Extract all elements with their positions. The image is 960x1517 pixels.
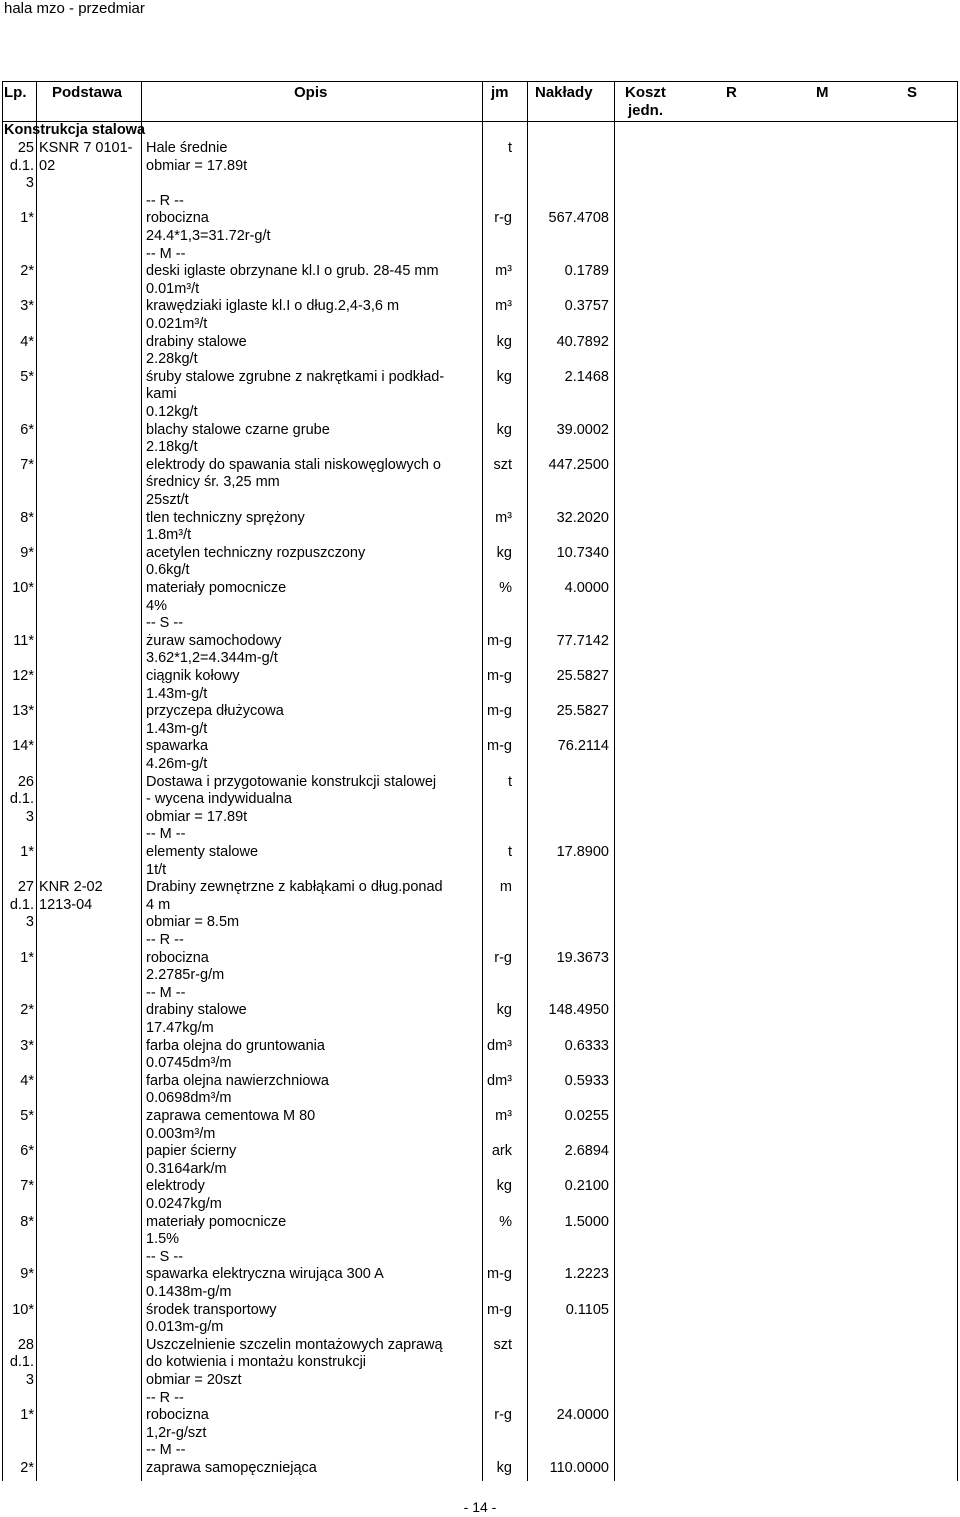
row-opis: 25szt/t [146, 492, 189, 508]
row-jm: m³ [495, 298, 512, 315]
row-opis: 0.6kg/t [146, 562, 190, 579]
row-lp: 1* [20, 949, 34, 966]
row-opis: drabiny stalowe [146, 333, 247, 350]
row-lp: d.1. [9, 1354, 34, 1371]
row-opis: środek transportowy [146, 1301, 277, 1318]
row-lp: 5* [20, 1108, 34, 1124]
column-border [527, 81, 528, 1481]
row-opis: 0.01m³/t [146, 280, 200, 297]
row-opis: -- S -- [146, 615, 184, 632]
row-opis: 0.021m³/t [146, 316, 208, 332]
row-opis: -- R -- [146, 192, 184, 209]
row-opis: żuraw samochodowy [146, 632, 282, 649]
row-opis: średnicy śr. 3,25 mm [146, 474, 280, 491]
row-naklady: 40.7892 [556, 333, 609, 350]
row-naklady: 76.2114 [557, 738, 609, 755]
row-opis: robocizna [146, 210, 209, 227]
row-lp: 8* [20, 509, 34, 526]
row-naklady: 0.3757 [564, 298, 609, 315]
header-podstawa: Podstawa [52, 84, 123, 101]
row-jm: kg [496, 1178, 512, 1195]
row-lp: 3 [25, 808, 34, 825]
row-lp: 1* [20, 210, 34, 227]
row-opis: 0.0247kg/m [146, 1196, 222, 1212]
row-naklady: 25.5827 [556, 703, 609, 720]
row-opis: 24.4*1,3=31.72r-g/t [146, 228, 271, 244]
row-jm: kg [496, 1002, 512, 1019]
column-border [482, 81, 483, 1481]
row-lp: 7* [20, 1178, 34, 1195]
row-opis: 4.26m-g/t [146, 756, 208, 772]
row-jm: r-g [494, 210, 512, 227]
row-lp: 5* [20, 368, 34, 385]
row-jm: % [499, 580, 512, 596]
row-opis: elementy stalowe [146, 844, 259, 860]
row-opis: spawarka elektryczna wirująca 300 A [146, 1266, 384, 1283]
row-opis: elektrody do spawania stali niskowęglowych o [146, 456, 441, 473]
row-lp: 14* [12, 738, 34, 755]
row-naklady: 1.2223 [564, 1266, 609, 1283]
row-naklady: 2.6894 [564, 1143, 609, 1160]
row-lp: 13* [12, 703, 34, 720]
row-naklady: 567.4708 [548, 210, 609, 227]
row-naklady: 0.6333 [564, 1037, 609, 1054]
row-lp: 2* [20, 1002, 34, 1019]
row-podstawa: KNR 2-02 [39, 879, 103, 896]
row-opis: spawarka [146, 738, 209, 755]
header-border-top [2, 81, 958, 82]
row-opis: Drabiny zewnętrzne z kabłąkami o dług.ponad [146, 879, 443, 896]
row-lp: 26 [17, 773, 34, 790]
row-jm: dm³ [487, 1072, 512, 1089]
column-border [614, 81, 615, 1481]
header-jedn: jedn. [628, 102, 664, 119]
row-opis: 1.8m³/t [146, 527, 192, 544]
row-jm: kg [496, 333, 512, 350]
row-naklady: 10.7340 [556, 544, 609, 561]
document-title: hala mzo - przedmiar [4, 0, 145, 17]
row-opis: materiały pomocnicze [146, 580, 287, 596]
row-naklady: 0.0255 [564, 1108, 609, 1124]
row-jm: m-g [487, 1301, 512, 1318]
row-opis: ciągnik kołowy [146, 668, 240, 684]
row-lp: 10* [12, 580, 34, 596]
row-opis: 1,2r-g/szt [146, 1424, 207, 1441]
row-opis: 0.013m-g/m [146, 1319, 224, 1336]
row-opis: do kotwienia i montażu konstrukcji [146, 1354, 367, 1371]
row-lp: 9* [20, 544, 34, 561]
row-lp: 6* [20, 1143, 34, 1160]
row-opis: acetylen techniczny rozpuszczony [146, 544, 366, 561]
header-s: S [907, 84, 918, 101]
row-opis: farba olejna nawierzchniowa [146, 1072, 329, 1089]
row-jm: r-g [494, 949, 512, 966]
row-jm: ark [491, 1143, 512, 1160]
row-lp: 1* [20, 844, 34, 860]
row-opis: - wycena indywidualna [146, 791, 292, 808]
header-lp: Lp. [4, 84, 27, 101]
row-opis: 4 m [146, 896, 171, 913]
row-lp: 3* [20, 298, 34, 315]
row-opis: kami [146, 386, 177, 403]
row-opis: obmiar = 20szt [146, 1372, 242, 1388]
row-jm: m-g [487, 1266, 512, 1283]
row-lp: 3 [25, 914, 34, 931]
row-lp: 25 [17, 140, 34, 156]
page-number: - 14 - [463, 1499, 497, 1515]
row-opis: 0.12kg/t [146, 404, 198, 420]
row-naklady: 0.5933 [564, 1072, 609, 1089]
row-opis: Uszczelnienie szczelin montażowych zaprawą [146, 1336, 443, 1353]
row-opis: zaprawa cementowa M 80 [146, 1108, 316, 1124]
cost-estimate-table [2, 81, 958, 1481]
row-jm: m³ [495, 263, 512, 280]
row-lp: 11* [13, 632, 34, 649]
row-jm: m-g [487, 738, 512, 755]
row-opis: obmiar = 17.89t [146, 157, 248, 174]
row-opis: deski iglaste obrzynane kl.I o grub. 28-45 mm [146, 263, 439, 280]
header-r: R [726, 84, 737, 101]
row-lp: 3 [25, 175, 34, 192]
row-naklady: 0.1789 [564, 263, 609, 280]
row-lp: 2* [20, 1460, 34, 1476]
row-lp: 10* [12, 1301, 34, 1318]
row-opis: robocizna [146, 949, 209, 966]
header-naklady: Nakłady [535, 84, 593, 101]
row-opis: Hale średnie [146, 140, 228, 156]
row-jm: t [507, 844, 512, 860]
row-opis: 1t/t [146, 861, 167, 878]
row-jm: kg [496, 1460, 512, 1476]
row-opis: -- R -- [146, 1389, 184, 1406]
header-opis: Opis [294, 84, 328, 101]
row-opis: obmiar = 17.89t [146, 808, 248, 825]
row-opis: -- R -- [146, 932, 184, 948]
row-naklady: 24.0000 [556, 1407, 609, 1424]
row-lp: 4* [20, 333, 34, 350]
header-border-bottom [2, 121, 958, 122]
row-opis: 17.47kg/m [146, 1020, 214, 1036]
row-opis: -- M -- [146, 826, 186, 843]
row-jm: szt [493, 1336, 512, 1353]
row-opis: 4% [146, 597, 167, 614]
row-naklady: 39.0002 [556, 421, 609, 438]
column-border [141, 81, 142, 1481]
row-opis: Dostawa i przygotowanie konstrukcji stalowej [146, 773, 437, 790]
row-opis: -- M -- [146, 984, 186, 1001]
row-naklady: 32.2020 [556, 509, 609, 526]
row-lp: 4* [20, 1072, 34, 1089]
row-podstawa: 02 [39, 157, 56, 174]
row-podstawa: KSNR 7 0101- [39, 140, 133, 156]
row-lp: 27 [17, 879, 34, 896]
row-opis: papier ścierny [146, 1143, 237, 1160]
row-opis: tlen techniczny sprężony [146, 509, 305, 526]
row-opis: materiały pomocnicze [146, 1213, 287, 1230]
row-naklady: 0.2100 [564, 1178, 609, 1195]
row-opis: 0.0745dm³/m [146, 1055, 232, 1072]
row-opis: 1.5% [146, 1231, 180, 1248]
row-opis: blachy stalowe czarne grube [146, 421, 330, 438]
row-jm: % [499, 1213, 512, 1230]
row-jm: m [499, 879, 512, 896]
row-opis: zaprawa samopęczniejąca [146, 1460, 317, 1476]
row-opis: drabiny stalowe [146, 1002, 247, 1019]
row-naklady: 77.7142 [556, 632, 609, 649]
row-opis: 2.2785r-g/m [146, 967, 225, 984]
row-opis: 1.43m-g/t [146, 720, 208, 737]
row-opis: 2.28kg/t [146, 351, 198, 368]
row-lp: 7* [20, 456, 34, 473]
row-opis: 0.3164ark/m [146, 1160, 227, 1177]
row-lp: 8* [20, 1213, 34, 1230]
row-opis: 1.43m-g/t [146, 685, 208, 702]
header-koszt: Koszt [625, 84, 666, 101]
row-naklady: 17.8900 [556, 844, 609, 860]
column-border [957, 81, 958, 1481]
row-lp: 6* [20, 421, 34, 438]
row-jm: m³ [495, 509, 512, 526]
row-jm: m³ [495, 1108, 512, 1124]
row-jm: dm³ [487, 1037, 512, 1054]
row-naklady: 447.2500 [548, 456, 609, 473]
row-opis: przyczepa dłużycowa [146, 703, 284, 720]
row-lp: 28 [17, 1336, 34, 1353]
row-lp: d.1. [9, 791, 34, 808]
row-opis: krawędziaki iglaste kl.I o dług.2,4-3,6 m [146, 298, 400, 315]
row-jm: m-g [487, 703, 512, 720]
row-naklady: 2.1468 [564, 368, 609, 385]
row-opis: -- S -- [146, 1248, 184, 1265]
row-jm: t [507, 773, 512, 790]
row-opis: 3.62*1,2=4.344m-g/t [146, 650, 278, 667]
section-title: Konstrukcja stalowa [4, 122, 146, 138]
row-opis: 0.1438m-g/m [146, 1284, 232, 1300]
row-lp: d.1. [9, 157, 34, 174]
row-naklady: 19.3673 [556, 949, 609, 966]
row-jm: t [507, 140, 512, 156]
row-lp: 1* [20, 1407, 34, 1424]
row-naklady: 110.0000 [549, 1460, 609, 1476]
row-lp: 3* [20, 1037, 34, 1054]
row-jm: szt [493, 456, 512, 473]
row-opis: farba olejna do gruntowania [146, 1037, 325, 1054]
row-opis: 0.0698dm³/m [146, 1090, 232, 1107]
row-podstawa: 1213-04 [39, 896, 93, 913]
row-lp: 2* [20, 263, 34, 280]
row-lp: 9* [20, 1266, 34, 1283]
row-naklady: 25.5827 [556, 668, 609, 684]
row-lp: 3 [25, 1372, 34, 1388]
row-jm: kg [496, 368, 512, 385]
row-jm: m-g [487, 668, 512, 684]
row-opis: -- M -- [146, 245, 186, 262]
row-opis: 2.18kg/t [146, 439, 198, 456]
row-opis: obmiar = 8.5m [146, 914, 240, 931]
column-border [36, 81, 37, 1481]
row-lp: d.1. [9, 896, 34, 913]
header-jm: jm [491, 84, 509, 101]
row-jm: kg [496, 421, 512, 438]
row-naklady: 148.4950 [548, 1002, 609, 1019]
row-lp: 12* [12, 668, 34, 684]
row-opis: -- M -- [146, 1442, 186, 1459]
row-opis: robocizna [146, 1407, 209, 1424]
row-opis: elektrody [146, 1178, 205, 1195]
row-opis: 0.003m³/m [146, 1125, 216, 1142]
row-naklady: 4.0000 [564, 580, 609, 596]
row-jm: m-g [487, 632, 512, 649]
row-naklady: 0.1105 [565, 1301, 609, 1318]
row-opis: śruby stalowe zgrubne z nakrętkami i podkład- [146, 368, 445, 385]
header-m: M [816, 84, 829, 101]
row-jm: kg [496, 544, 512, 561]
row-naklady: 1.5000 [564, 1213, 609, 1230]
row-jm: r-g [494, 1407, 512, 1424]
